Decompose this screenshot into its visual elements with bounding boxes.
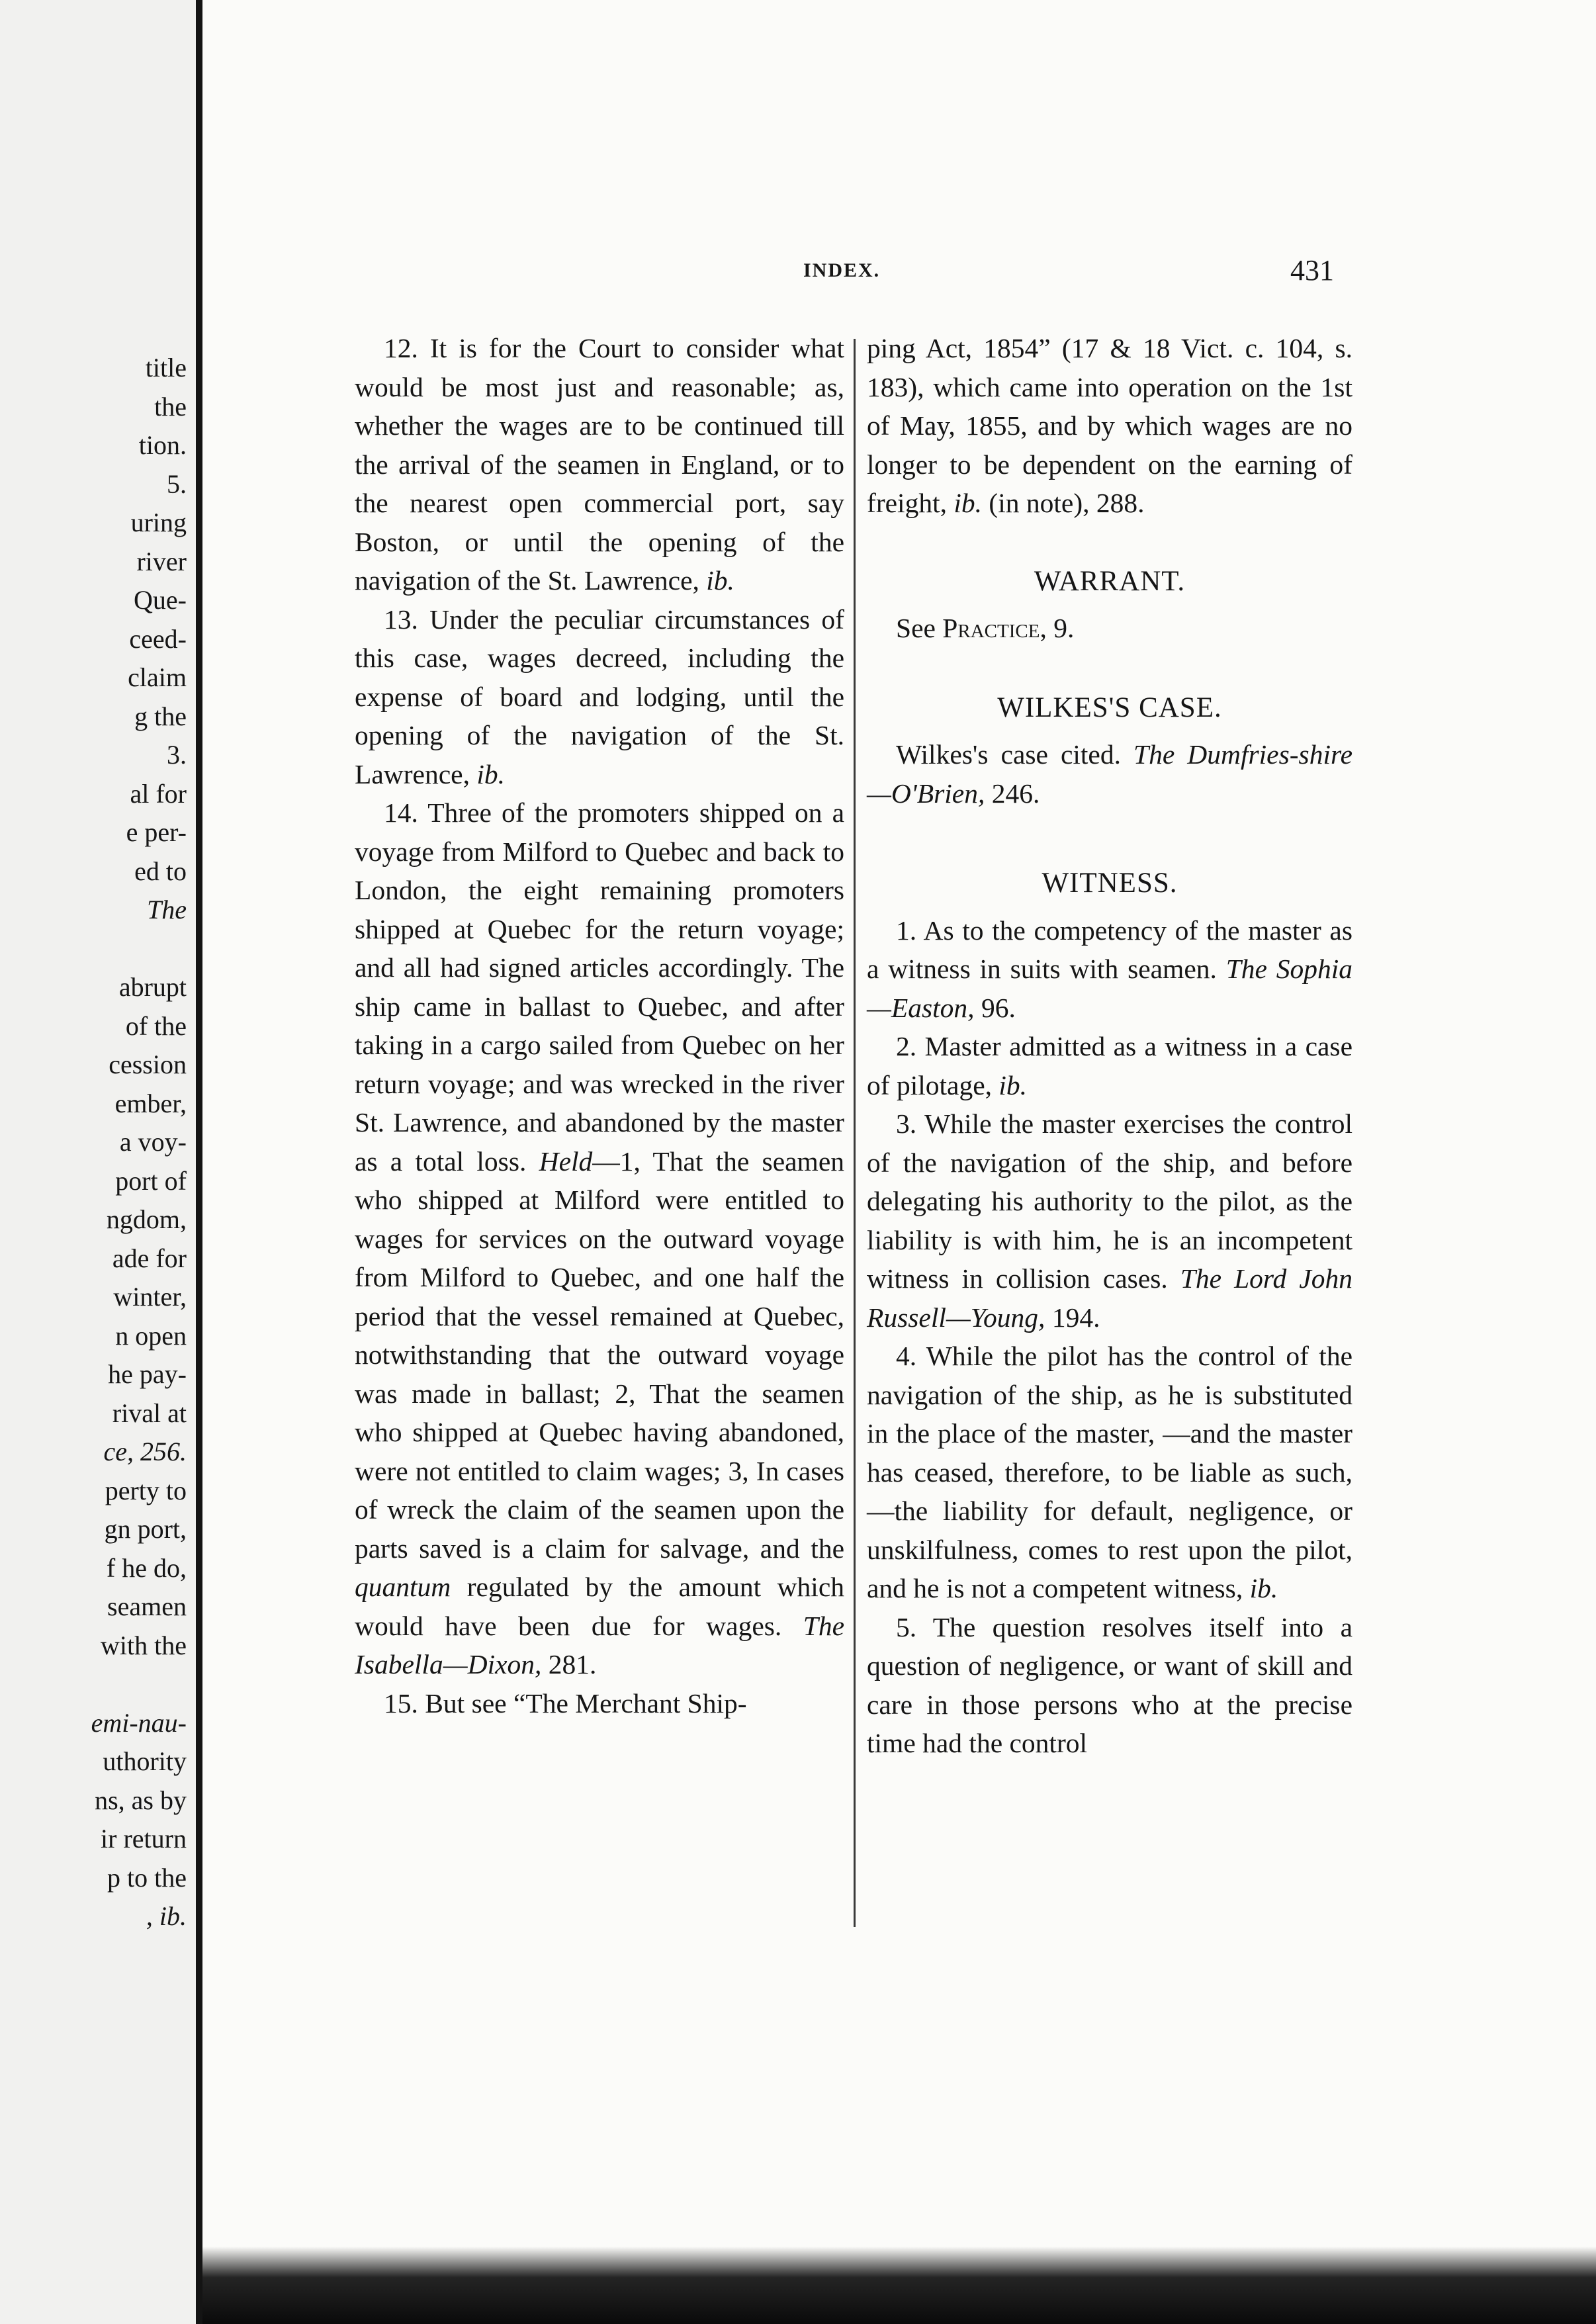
column-divider: [854, 339, 856, 1927]
left-page-line: abrupt: [118, 972, 187, 1002]
book-gutter: [196, 0, 202, 2324]
wilkes-text: Wilkes's case cited.: [896, 739, 1121, 770]
left-page-line: perty to: [105, 1475, 187, 1505]
entry-15-cont-text-b: (in note), 288.: [989, 488, 1145, 518]
warrant-heading: WARRANT.: [1034, 565, 1186, 597]
wilkes-page: 246.: [991, 778, 1040, 809]
entry-15-continued: [867, 329, 1352, 523]
left-page-line: uring: [130, 508, 187, 537]
entry-14: [355, 793, 844, 1684]
witness-entry-4: [867, 1337, 1352, 1608]
left-page-line: al for: [130, 778, 187, 809]
witness-entry-3: [867, 1104, 1352, 1337]
running-head: INDEX.: [803, 259, 881, 281]
witness-3-case-name: The Lord John Russell—Young,: [867, 1263, 1352, 1333]
left-page-line: n open: [115, 1320, 187, 1351]
wilkes-heading: WILKES'S CASE.: [997, 692, 1222, 723]
entry-13-ref: ib.: [476, 758, 505, 789]
entry-15-cont-ref: ib.: [953, 488, 983, 518]
entry-14-case-name: The Isabella—Dixon,: [355, 1610, 845, 1679]
witness-1-case-name: The Sophia—Easton,: [867, 954, 1353, 1023]
left-page-line: [91, 930, 187, 969]
witness-3-page: 194.: [1051, 1302, 1100, 1333]
right-column: [867, 329, 1352, 1763]
wilkes-entry: [867, 735, 1352, 813]
left-page-line: 3.: [167, 740, 187, 770]
left-page-line: tion.: [138, 430, 187, 460]
entry-12-ref: ib.: [706, 565, 734, 596]
witness-entry-1: [867, 911, 1352, 1028]
left-page-line: port of: [115, 1165, 187, 1196]
left-page-line: emi-nau-: [91, 1707, 187, 1738]
left-page-line: the: [154, 391, 187, 422]
left-page-line: winter,: [113, 1282, 187, 1312]
left-page-line: , ib.: [146, 1901, 187, 1931]
left-page-line: ade for: [112, 1243, 187, 1273]
entry-14-page: 281.: [548, 1649, 597, 1679]
entry-14-text-b: —1, That the seamen who shipped at Milford were entitled to wages for services on the outward voyage from Milford to Quebec, and one half the period that the vessel remained at Quebec, notwithstanding that the outward voyage was made in ballast; 2, That the seamen who shipped at Quebec having abandoned, were not entitled to claim wages; 3, In cases of wreck the claim of the seamen upon the parts saved is a claim for salvage, and the: [355, 1145, 844, 1564]
witness-entry-2: [867, 1027, 1352, 1104]
wilkes-case-name: The Dumfries-shire—O'Brien,: [867, 739, 1353, 809]
left-page-line: ce, 256.: [103, 1437, 187, 1466]
page-number: 431: [1290, 254, 1334, 287]
entry-12: [355, 329, 844, 600]
warrant-entry: [867, 609, 1352, 648]
left-page-line: claim: [128, 662, 187, 692]
left-page-line: ember,: [114, 1088, 187, 1118]
left-page-line: with the: [101, 1630, 187, 1660]
left-page-line: 5.: [167, 469, 187, 499]
left-page-line: a voy-: [119, 1127, 187, 1157]
witness-3-text: 3. While the master exercises the control of the navigation of the ship, and before delegating his authority to the pilot, as the liability is with him, he is an incompetent witness in collision cases.: [867, 1108, 1352, 1294]
entry-14-quantum: quantum: [355, 1572, 451, 1602]
witness-entry-5: [867, 1608, 1352, 1763]
left-facing-page: [0, 0, 200, 2324]
warrant-see: See: [896, 613, 936, 643]
left-page-line: ed to: [134, 856, 187, 886]
warrant-cross-reference: Practice: [942, 613, 1040, 643]
left-page-line: The: [147, 895, 187, 924]
witness-1-page: 96.: [981, 992, 1016, 1023]
left-page-line: gn port,: [104, 1514, 187, 1544]
left-page-line: uthority: [103, 1746, 187, 1776]
witness-heading: WITNESS.: [1042, 868, 1178, 899]
left-page-text-fragments: [91, 349, 187, 1936]
left-page-line: ceed-: [129, 623, 187, 654]
left-page-line: river: [136, 546, 187, 576]
entry-14-text-c: regulated by the amount which would have been due for wages.: [355, 1572, 844, 1641]
entry-15-cont-text-a: ping Act, 1854” (17 & 18 Vict. c. 104, s. 183), which came into operation on the 1st of May, 1855, and by which wages are no longer to be dependent on the earning of freight,: [867, 333, 1352, 518]
witness-4-text: 4. While the pilot has the control of the navigation of the ship, as he is substituted in the place of the master, —and the master has ceased, therefore, to be liable as such,—the liability for default, negligence, or unskilfulness, comes to rest upon the pilot, and he is not a competent witness,: [867, 1341, 1352, 1603]
left-page-line: rival at: [112, 1398, 187, 1428]
left-page-line: title: [145, 353, 187, 382]
left-page-line: g the: [134, 701, 187, 731]
warrant-number: , 9.: [1040, 613, 1075, 643]
left-page-line: [91, 1665, 187, 1704]
left-column: [355, 329, 844, 1722]
entry-13: [355, 600, 844, 794]
left-page-line: ngdom,: [106, 1204, 187, 1234]
left-page-line: of the: [125, 1010, 187, 1041]
entry-14-held: Held: [539, 1145, 593, 1177]
left-page-line: seamen: [107, 1591, 187, 1621]
left-page-line: p to the: [107, 1862, 187, 1893]
left-page-line: ns, as by: [95, 1785, 187, 1815]
entry-12-text: 12. It is for the Court to consider what would be most just and reasonable; as, whether the wages are to be continued till the arrival of the seamen in England, or to the nearest open commercial port, say Boston, or until the opening of the navigation of the St. Lawrence,: [355, 333, 844, 596]
witness-2-text: 2. Master admitted as a witness in a case of pilotage,: [867, 1031, 1352, 1100]
entry-15: [355, 1684, 844, 1723]
entry-14-text-a: 14. Three of the promoters shipped on a voyage from Milford to Quebec and back to London, the eight remaining promoters shipped at Quebec for the return voyage; and all had signed articles accordingly. The ship came in ballast to Quebec, and after taking in a cargo sailed from Quebec on her return voyage; and was wrecked in the river St. Lawrence, and abandoned by the master as a total loss.: [355, 797, 844, 1177]
left-page-line: Que-: [134, 585, 187, 615]
page-bottom-shadow: [202, 2247, 1596, 2324]
left-page-line: ir return: [101, 1824, 187, 1854]
left-page-line: cession: [109, 1050, 187, 1079]
witness-5-text: 5. The question resolves itself into a question of negligence, or want of skill and care in those persons who at the precise time had the control: [867, 1611, 1352, 1758]
witness-4-ref: ib.: [1249, 1573, 1278, 1603]
entry-15-text: 15. But see “The Merchant Ship-: [384, 1687, 747, 1719]
entry-13-text: 13. Under the peculiar circumstances of this case, wages decreed, including the expense of board and lodging, until the opening of the navigation of the St. Lawrence,: [355, 603, 844, 789]
left-page-line: e per-: [126, 817, 187, 847]
witness-1-text: 1. As to the competency of the master as a witness in suits with seamen.: [867, 915, 1352, 984]
left-page-line: f he do,: [106, 1552, 187, 1583]
witness-2-ref: ib.: [998, 1069, 1028, 1100]
left-page-line: he pay-: [108, 1359, 187, 1389]
